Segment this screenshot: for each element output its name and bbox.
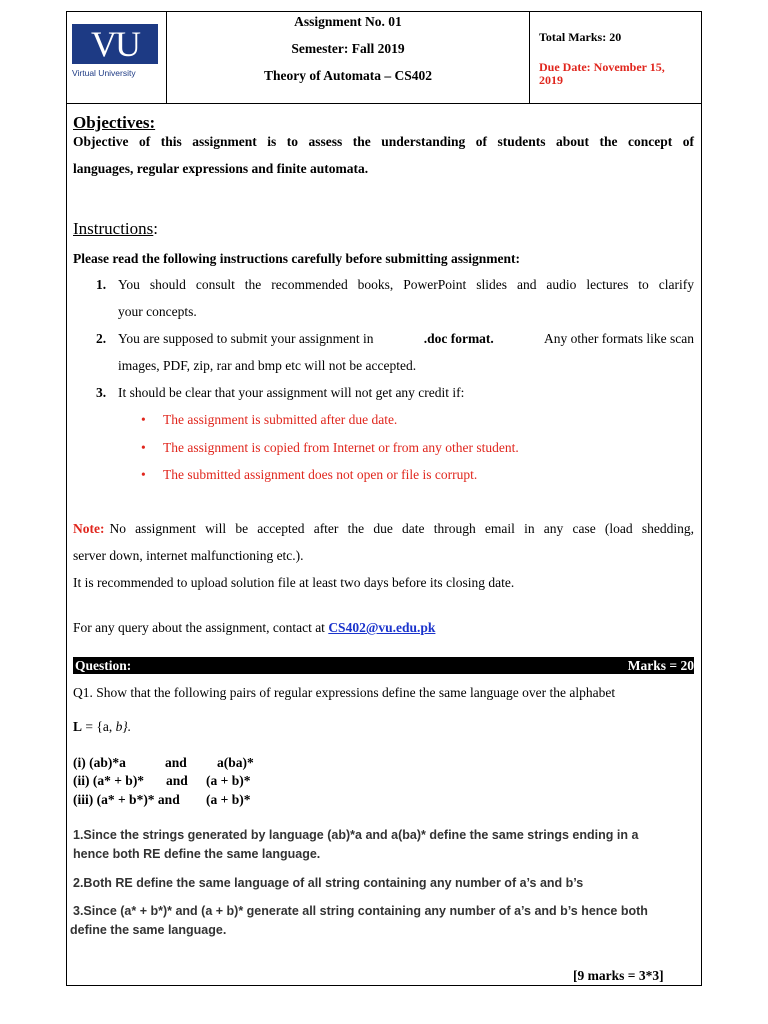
bullet-dot: • [141,412,146,427]
contact-email-link[interactable]: CS402@vu.edu.pk [328,620,436,635]
question-bar [73,657,694,674]
logo-subtitle: Virtual University [72,68,136,78]
answer-1-line1: 1.Since the strings generated by language (ab)*a and a(ba)* define the same strings ending in a [73,828,639,842]
instructions-colon: : [153,219,159,238]
item2-post: Any other formats like scan [544,331,694,346]
item3-text: It should be clear that your assignment will not get any credit if: [118,385,465,400]
query-text: For any query about the assignment, contact at [73,620,325,635]
pair-2-right: (a + b)* [206,773,251,788]
pair-2-left: (ii) (a* + b)* [73,773,145,788]
objectives-line1: Objective of this assignment is to assess the understanding of students about the concept of [73,134,694,149]
item2-doc-format: .doc format. [423,331,494,346]
pair-2-and: and [166,773,188,788]
alphabet-label: L [73,719,83,734]
pair-3-left: (iii) (a* + b*)* and [73,792,180,807]
instructions-heading [73,219,158,239]
item2-number: 2. [96,331,107,346]
bullet-3: The submitted assignment does not open or file is corrupt. [163,467,478,482]
vu-logo [72,24,158,64]
bullet-2: The assignment is copied from Internet or from any other student. [163,440,519,455]
pair-1-left: (i) (ab)*a [73,755,126,770]
alphabet-b: b}. [115,719,132,734]
semester: Semester: Fall 2019 [291,41,405,56]
note-label: Note: [73,521,105,536]
title-cell [167,12,530,103]
instructions-heading-text: Instructions [73,219,154,238]
note-line1 [73,521,694,537]
marks-cell [530,12,701,103]
objectives-line2: languages, regular expressions and finite automata. [73,161,369,176]
item3-number: 3. [96,385,107,400]
question-marks: Marks = 20 [627,658,694,673]
alphabet-eq: = {a, [82,719,116,734]
q1-text: Q1. Show that the following pairs of regular expressions define the same language over the alphabet [73,685,616,700]
instructions-intro: Please read the following instructions carefully before submitting assignment: [73,251,520,266]
note-line3: It is recommended to upload solution file at least two days before its closing date. [73,575,515,590]
item2-line2: images, PDF, zip, rar and bmp etc will not be accepted. [118,358,417,373]
due-date-line2: 2019 [539,73,563,87]
item2-pre: You are supposed to submit your assignment in [118,331,374,346]
objectives-heading: Objectives: [73,113,156,132]
bullet-1: The assignment is submitted after due date. [163,412,398,427]
answer-1-line2: hence both RE define the same language. [73,847,321,861]
item1-line2: your concepts. [118,304,197,319]
course-title: Theory of Automata – CS402 [264,68,432,83]
total-marks: Total Marks: 20 [539,30,622,44]
assignment-number: Assignment No. 01 [294,14,402,29]
item1-line1: You should consult the recommended books, PowerPoint slides and audio lectures to clarify [118,277,694,292]
marks-note: [9 marks = 3*3] [573,968,664,983]
bullet-dot: • [141,440,146,455]
item1-number: 1. [96,277,107,292]
pair-3-right: (a + b)* [206,792,251,807]
answer-3-line2: define the same language. [70,923,227,937]
pair-1-and: and [165,755,187,770]
answer-2: 2.Both RE define the same language of all string containing any number of a’s and b’s [73,876,584,890]
note-line2: server down, internet malfunctioning etc.). [73,548,304,563]
query-line [73,620,435,636]
logo-text: VU [91,24,139,64]
bullet-dot: • [141,467,146,482]
item2-line1 [118,331,694,347]
note-text: No assignment will be accepted after the due date through email in any case (load shedding, [109,521,694,536]
due-date-line1: Due Date: November 15, [539,60,665,74]
pair-1-right: a(ba)* [217,755,254,770]
question-label: Question: [75,658,132,673]
due-date [539,61,689,87]
answer-3-line1: 3.Since (a* + b*)* and (a + b)* generate all string containing any number of a’s and b’s hence both [73,904,648,918]
alphabet-line [73,719,131,735]
logo-cell [67,12,167,103]
header-table [67,12,701,104]
